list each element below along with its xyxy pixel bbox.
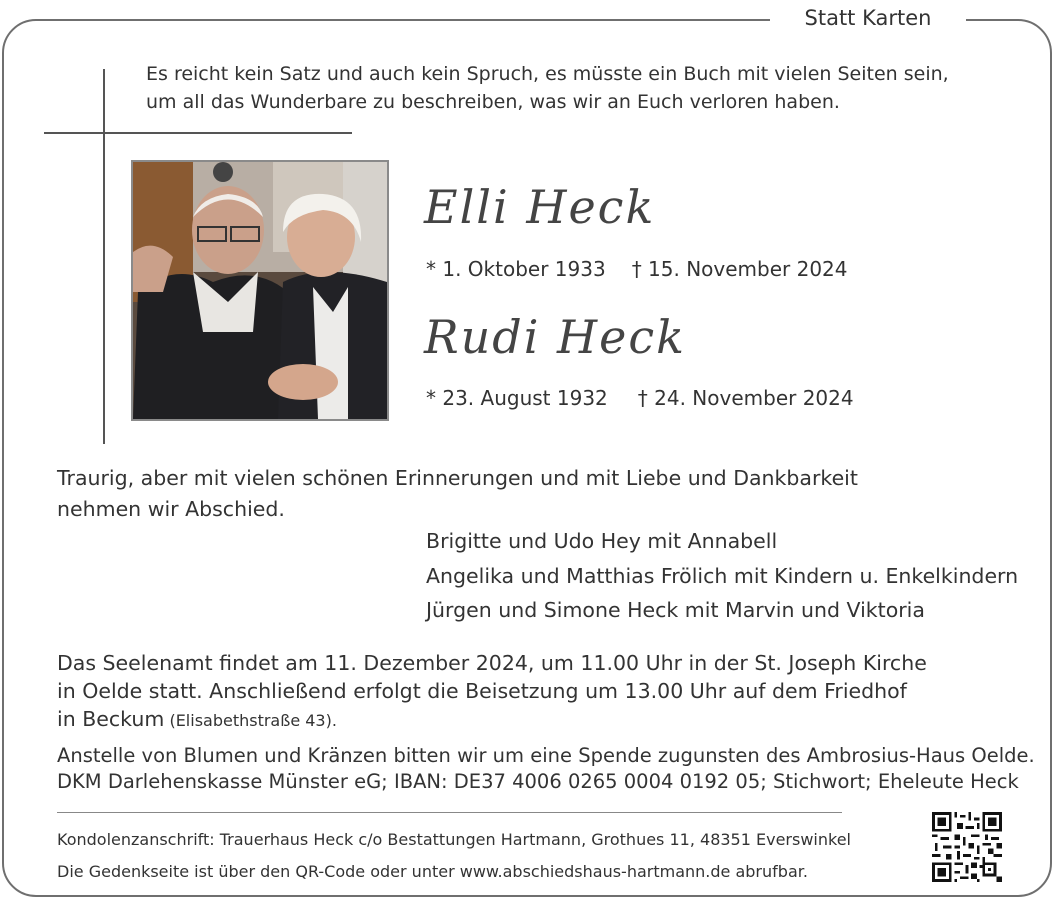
service-address: (Elisabethstraße 43).: [164, 711, 337, 730]
service-line-1: Das Seelenamt findet am 11. Dezember 2024, um 11.00 Uhr in der St. Joseph Kirche: [57, 651, 927, 675]
donation-line-2: DKM Darlehenskasse Münster eG; IBAN: DE37 4006 0265 0004 0192 05; Stichwort; Eheleute Heck: [57, 770, 1019, 793]
dates-elli: [426, 257, 848, 281]
birth-date-elli: * 1. Oktober 1933: [426, 257, 606, 281]
statt-karten-label: Statt Karten: [804, 6, 932, 30]
farewell-line-1: Traurig, aber mit vielen schönen Erinnerungen und mit Liebe und Dankbarkeit: [57, 466, 858, 490]
donation-line-1: Anstelle von Blumen und Kränzen bitten wir um eine Spende zugunsten des Ambrosius-Haus Oelde.: [57, 744, 1035, 767]
death-date-elli: † 15. November 2024: [631, 257, 848, 281]
farewell-text: [57, 463, 1017, 525]
footer-divider: [57, 812, 842, 813]
quote-line-2: um all das Wunderbare zu beschreiben, was wir an Euch verloren haben.: [146, 91, 840, 113]
family-member-1: Brigitte und Udo Hey mit Annabell: [426, 529, 778, 553]
service-place: in Beckum: [57, 707, 165, 731]
person-name-rudi: Rudi Heck: [424, 310, 687, 364]
quote-line-1: Es reicht kein Satz und auch kein Spruch, es müsste ein Buch mit vielen Seiten sein,: [146, 63, 949, 85]
cross-vertical-bar: [103, 69, 105, 444]
couple-photo: [131, 160, 389, 421]
birth-date-rudi: * 23. August 1932: [426, 386, 608, 410]
farewell-line-2: nehmen wir Abschied.: [57, 497, 285, 521]
service-line-3: [57, 705, 1032, 735]
service-line-2: in Oelde statt. Anschließend erfolgt die Beisetzung um 13.00 Uhr auf dem Friedhof: [57, 679, 907, 703]
qr-code-icon[interactable]: [932, 812, 1002, 882]
donation-info: [57, 743, 1037, 795]
service-info: [57, 649, 1032, 735]
death-date-rudi: † 24. November 2024: [637, 386, 854, 410]
dates-rudi: [426, 386, 854, 410]
family-member-3: Jürgen und Simone Heck mit Marvin und Viktoria: [426, 598, 925, 622]
family-member-2: Angelika und Matthias Frölich mit Kindern u. Enkelkindern: [426, 564, 1019, 588]
memorial-page-note: Die Gedenkseite ist über den QR-Code oder unter www.abschiedshaus-hartmann.de abrufbar.: [57, 862, 808, 881]
cross-horizontal-bar: [44, 132, 352, 134]
person-name-elli: Elli Heck: [424, 180, 656, 234]
condolence-address: Kondolenzanschrift: Trauerhaus Heck c/o Bestattungen Hartmann, Grothues 11, 48351 Everswinkel: [57, 830, 851, 849]
couple-photo-image: [133, 162, 387, 419]
quote: [146, 60, 1006, 116]
